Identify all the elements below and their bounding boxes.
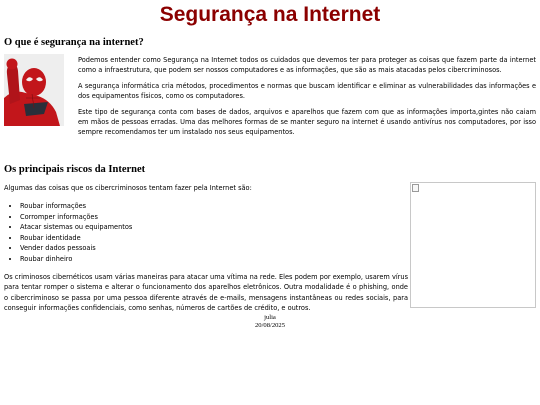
footer-author: julia [264, 314, 276, 321]
broken-image-icon [412, 184, 419, 192]
risks-closing-paragraph: Os criminosos cibernéticos usam várias maneiras para atacar uma vítima na rede. Eles podem por exemplo, usarem vírus para tentar romper o sistema e alterar o funcionamento dos aparelhos eletrônicos. Outra modalidade é o phishing, onde o cibercriminoso se passa por uma pessoa diferente através de e-mails, mensagens instantâneas ou redes sociais, para conseguir informações confidenciais, como senhas, números de cartões de crédito, e outros. [4, 273, 408, 313]
page-title: Segurança na Internet [159, 3, 381, 26]
section-heading-what: O que é segurança na internet? [4, 37, 144, 48]
list-item: • Corromper informações [20, 212, 406, 223]
section-heading-risks: Os principais riscos da Internet [4, 164, 146, 175]
list-item: • Atacar sistemas ou equipamentos [20, 222, 406, 233]
intro-section [4, 55, 536, 143]
broken-image-placeholder [410, 182, 536, 308]
footer [0, 314, 540, 330]
intro-paragraph-1: Podemos entender como Segurança na Internet todos os cuidados que devemos ter para proteger as coisas que fazem parte da internet como a infraestrutura, que podem ser nossos computadores e as informações, que são as mais atacadas pelos cibercriminosos. [78, 56, 536, 75]
list-item: • Vender dados pessoais [20, 243, 406, 254]
footer-date: 20/08/2025 [254, 322, 286, 329]
risks-intro: Algumas das coisas que os cibercriminosos tentam fazer pela Internet são: [4, 184, 252, 192]
intro-paragraph-3: Este tipo de segurança conta com bases de dados, arquivos e aparelhos que fazem com que as informações importa,gintes não caiam em mãos de pessoas erradas. Uma das melhores formas de se manter seguro na internet é usando antivírus nos computadores, por isso sempre recomendamos ter um instalado nos seus equipamentos. [78, 107, 536, 137]
list-item: • Roubar identidade [20, 233, 406, 244]
risks-section [4, 183, 406, 269]
intro-paragraph-2: A segurança informática cria métodos, procedimentos e normas que buscam identificar e eliminar as vulnerabilidades das informações e dos equipamentos físicos, como os computadores. [78, 81, 536, 101]
list-item: • Roubar dinheiro [20, 254, 406, 265]
image-float-spacer [4, 55, 78, 129]
list-item: • Roubar informações [20, 201, 406, 212]
risks-list [4, 201, 406, 264]
